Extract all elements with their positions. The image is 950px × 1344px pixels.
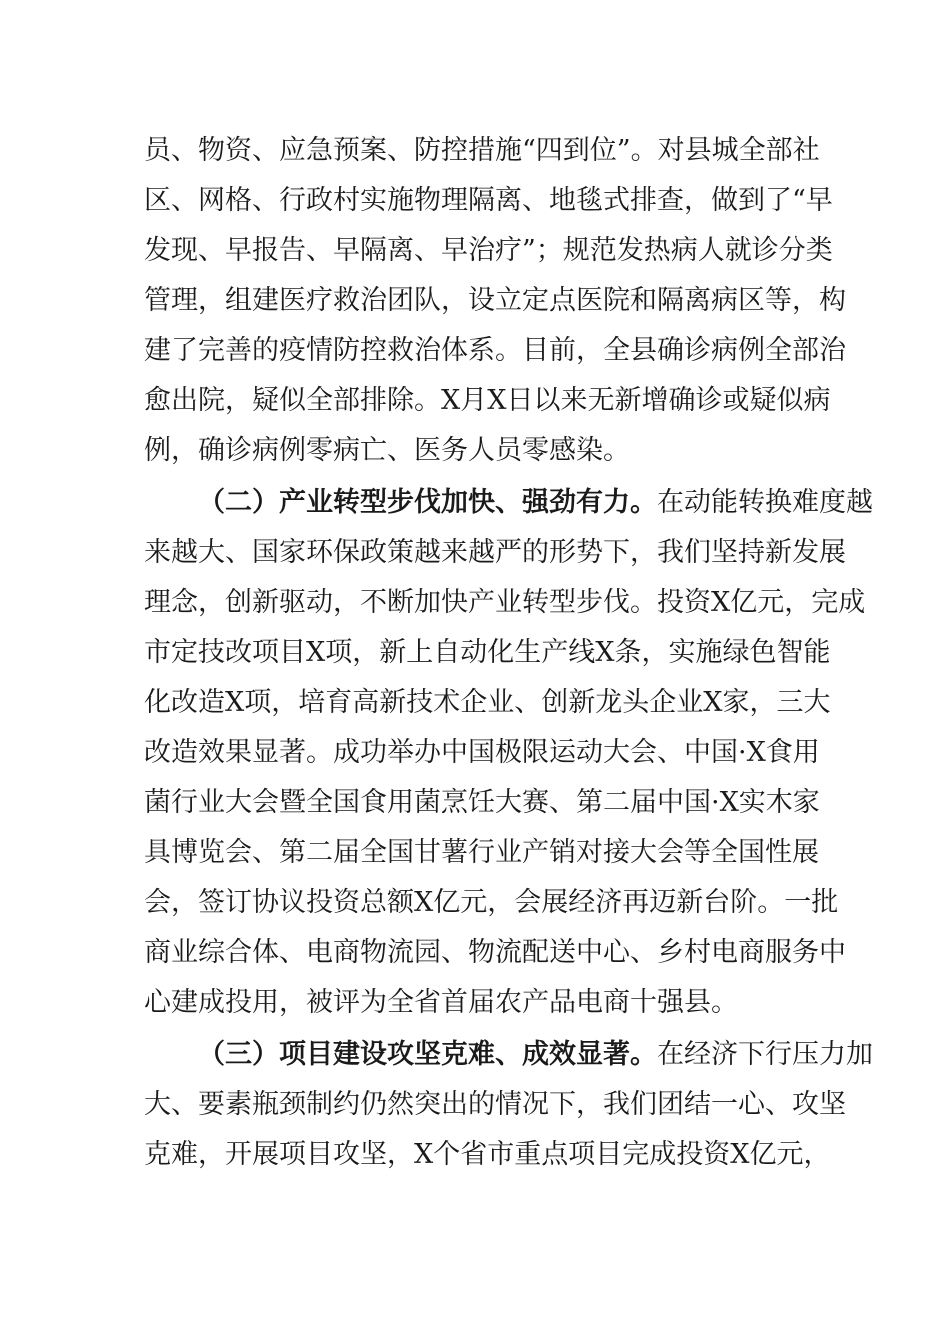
text-line: 员、物资、应急预案、防控措施“四到位”。对县城全部社	[144, 135, 820, 166]
section-heading: （二）产业转型步伐加快、强劲有力。	[198, 487, 657, 518]
text-line: 大、要素瓶颈制约仍然突出的情况下，我们团结一心、攻坚	[144, 1089, 846, 1120]
text-line: 来越大、国家环保政策越来越严的形势下，我们坚持新发展	[144, 537, 846, 568]
text-line: 建了完善的疫情防控救治体系。目前，全县确诊病例全部治	[144, 335, 846, 366]
text-line: 管理，组建医疗救治团队，设立定点医院和隔离病区等，构	[144, 285, 846, 316]
paragraph-2	[144, 478, 873, 1028]
text-line	[144, 1030, 873, 1080]
text-line: 区、网格、行政村实施物理隔离、地毯式排查，做到了“早	[144, 185, 833, 216]
text-line	[144, 478, 873, 528]
text-line: 理念，创新驱动，不断加快产业转型步伐。投资X亿元，完成	[144, 587, 866, 618]
paragraph-text: 在经济下行压力加	[657, 1039, 873, 1070]
text-line: 愈出院，疑似全部排除。X月X日以来无新增确诊或疑似病	[144, 385, 831, 416]
text-line: 会，签订协议投资总额X亿元，会展经济再迈新台阶。一批	[144, 887, 839, 918]
text-line: 例，确诊病例零病亡、医务人员零感染。	[144, 435, 630, 466]
text-line: 商业综合体、电商物流园、物流配送中心、乡村电商服务中	[144, 937, 846, 968]
text-line: 菌行业大会暨全国食用菌烹饪大赛、第二届中国·X实木家	[144, 787, 820, 818]
text-line: 化改造X项，培育高新技术企业、创新龙头企业X家，三大	[144, 687, 831, 718]
paragraph-3	[144, 1030, 873, 1180]
text-line: 市定技改项目X项，新上自动化生产线X条，实施绿色智能	[144, 637, 831, 668]
text-line: 心建成投用，被评为全省首届农产品电商十强县。	[144, 987, 738, 1018]
paragraph-1	[144, 126, 846, 476]
text-line: 具博览会、第二届全国甘薯行业产销对接大会等全国性展	[144, 837, 819, 868]
document-page	[144, 126, 873, 1180]
text-line: 发现、早报告、早隔离、早治疗”；规范发热病人就诊分类	[144, 235, 833, 266]
text-line: 改造效果显著。成功举办中国极限运动大会、中国·X食用	[144, 737, 820, 768]
paragraph-text: 在动能转换难度越	[657, 487, 873, 518]
section-heading: （三）项目建设攻坚克难、成效显著。	[198, 1039, 657, 1070]
text-line: 克难，开展项目攻坚，X个省市重点项目完成投资X亿元，	[144, 1139, 831, 1170]
